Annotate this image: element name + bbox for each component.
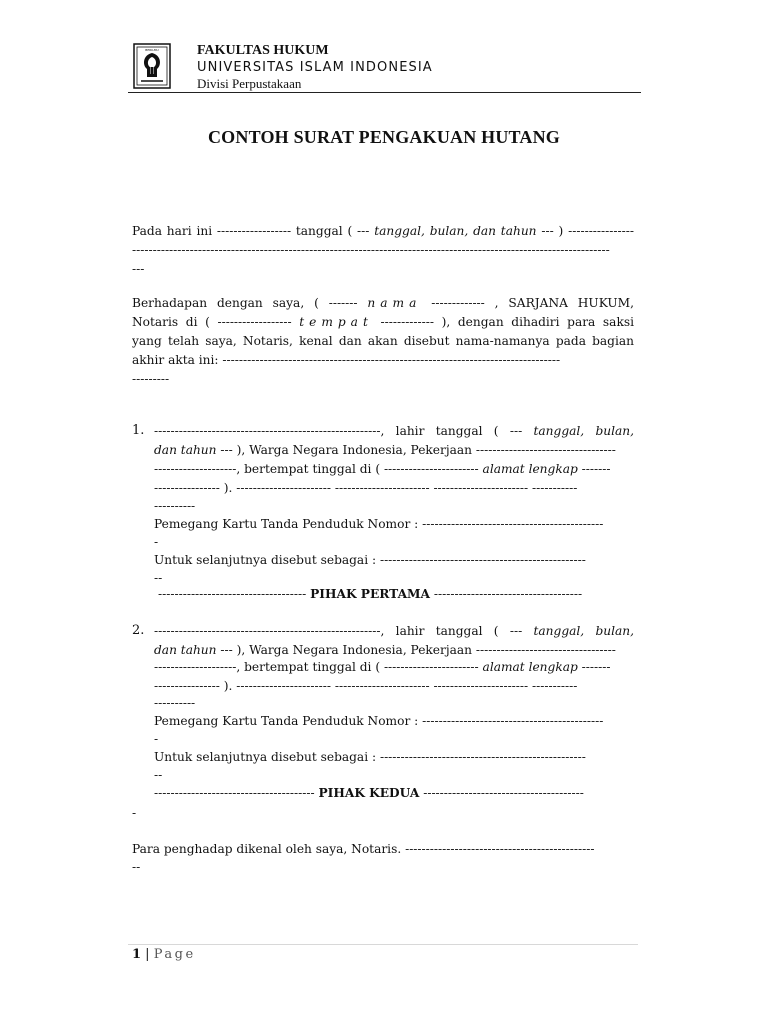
party-2-number: 2.: [132, 623, 145, 638]
footer-divider: [128, 944, 638, 945]
opening-line-1: Pada hari ini ------------------ tanggal ( --- tanggal, bulan, dan tahun --- ) ----------------: [132, 224, 634, 238]
party-2-line-3: --------------------, bertempat tinggal di ( ----------------------- alamat lengkap -------: [154, 660, 611, 674]
party-2-id-line-cont: -: [154, 732, 159, 746]
notary-line-3: yang telah saya, Notaris, kenal dan akan disebut nama-namanya pada bagian: [132, 334, 634, 348]
party-2-id-line: Pemegang Kartu Tanda Penduduk Nomor : --------------------------------------------: [154, 714, 604, 728]
party-1-id-line-cont: -: [154, 535, 159, 549]
party-2-alias-line: Untuk selanjutnya disebut sebagai : --------------------------------------------------: [154, 750, 586, 764]
party-1-line-5: ----------: [154, 499, 196, 513]
party-1-line-3: --------------------, bertempat tinggal di ( ----------------------- alamat lengkap -------: [154, 462, 611, 476]
division-name: Divisi Perpustakaan: [197, 76, 302, 91]
party-2-role: PIHAK KEDUA: [318, 786, 420, 800]
closing-line-2: --: [132, 860, 141, 874]
party-1-line-4: ---------------- ). ----------------------- ----------------------- ----------------------- -----------: [154, 481, 578, 495]
notary-line-2: Notaris di ( ------------------ tempat ------------- ), dengan dihadiri para saksi: [132, 315, 634, 329]
party-2-line-2: dan tahun --- ), Warga Negara Indonesia, Pekerjaan ----------------------------------: [154, 643, 616, 657]
party-2-alias-line-cont: --: [154, 768, 163, 782]
party-2-line-4: ---------------- ). ----------------------- ----------------------- ----------------------- -----------: [154, 679, 578, 693]
university-logo: [133, 43, 171, 89]
letterhead: [128, 40, 641, 93]
faculty-name: FAKULTAS HUKUM: [197, 43, 329, 58]
party-1-line-2: dan tahun --- ), Warga Negara Indonesia, Pekerjaan ----------------------------------: [154, 443, 616, 457]
party-1-alias-line-cont: --: [154, 571, 163, 585]
party-1-role: PIHAK PERTAMA: [310, 587, 430, 601]
opening-line-2: --------------------------------------------------------------------------------------------------------------------: [132, 243, 610, 257]
party-1-role-line: ------------------------------------ PIHAK PERTAMA ------------------------------------: [158, 587, 583, 601]
party-1-alias-line: Untuk selanjutnya disebut sebagai : --------------------------------------------------: [154, 553, 586, 567]
party-1-id-line: Pemegang Kartu Tanda Penduduk Nomor : --------------------------------------------: [154, 517, 604, 531]
party-2-role-line: --------------------------------------- PIHAK KEDUA ---------------------------------------: [154, 786, 584, 800]
page-number: 1: [132, 947, 142, 962]
party-1-number: 1.: [132, 423, 145, 438]
page-footer: [132, 947, 196, 962]
party-2-line-1: -------------------------------------------------------, lahir tanggal ( --- tanggal, bulan,: [154, 624, 634, 638]
notary-line-1: Berhadapan dengan saya, ( ------- nama ------------- , SARJANA HUKUM,: [132, 296, 634, 310]
party-2-line-5: ----------: [154, 696, 196, 710]
party-1-line-1: -------------------------------------------------------, lahir tanggal ( --- tanggal, bulan,: [154, 424, 634, 438]
logo-lettering: BERILMU: [145, 48, 159, 52]
opening-line-3: ---: [132, 262, 145, 276]
notary-line-4: akhir akta ini: ----------------------------------------------------------------------------------: [132, 353, 561, 367]
party-2-trail: -: [132, 806, 137, 820]
university-name: UNIVERSITAS ISLAM INDONESIA: [197, 60, 433, 75]
page-separator: |: [141, 947, 154, 962]
closing-line-1: Para penghadap dikenal oleh saya, Notaris. ----------------------------------------------: [132, 842, 595, 856]
page-word: Page: [153, 947, 196, 962]
notary-line-5: ---------: [132, 372, 170, 386]
document-title: CONTOH SURAT PENGAKUAN HUTANG: [207, 127, 560, 147]
